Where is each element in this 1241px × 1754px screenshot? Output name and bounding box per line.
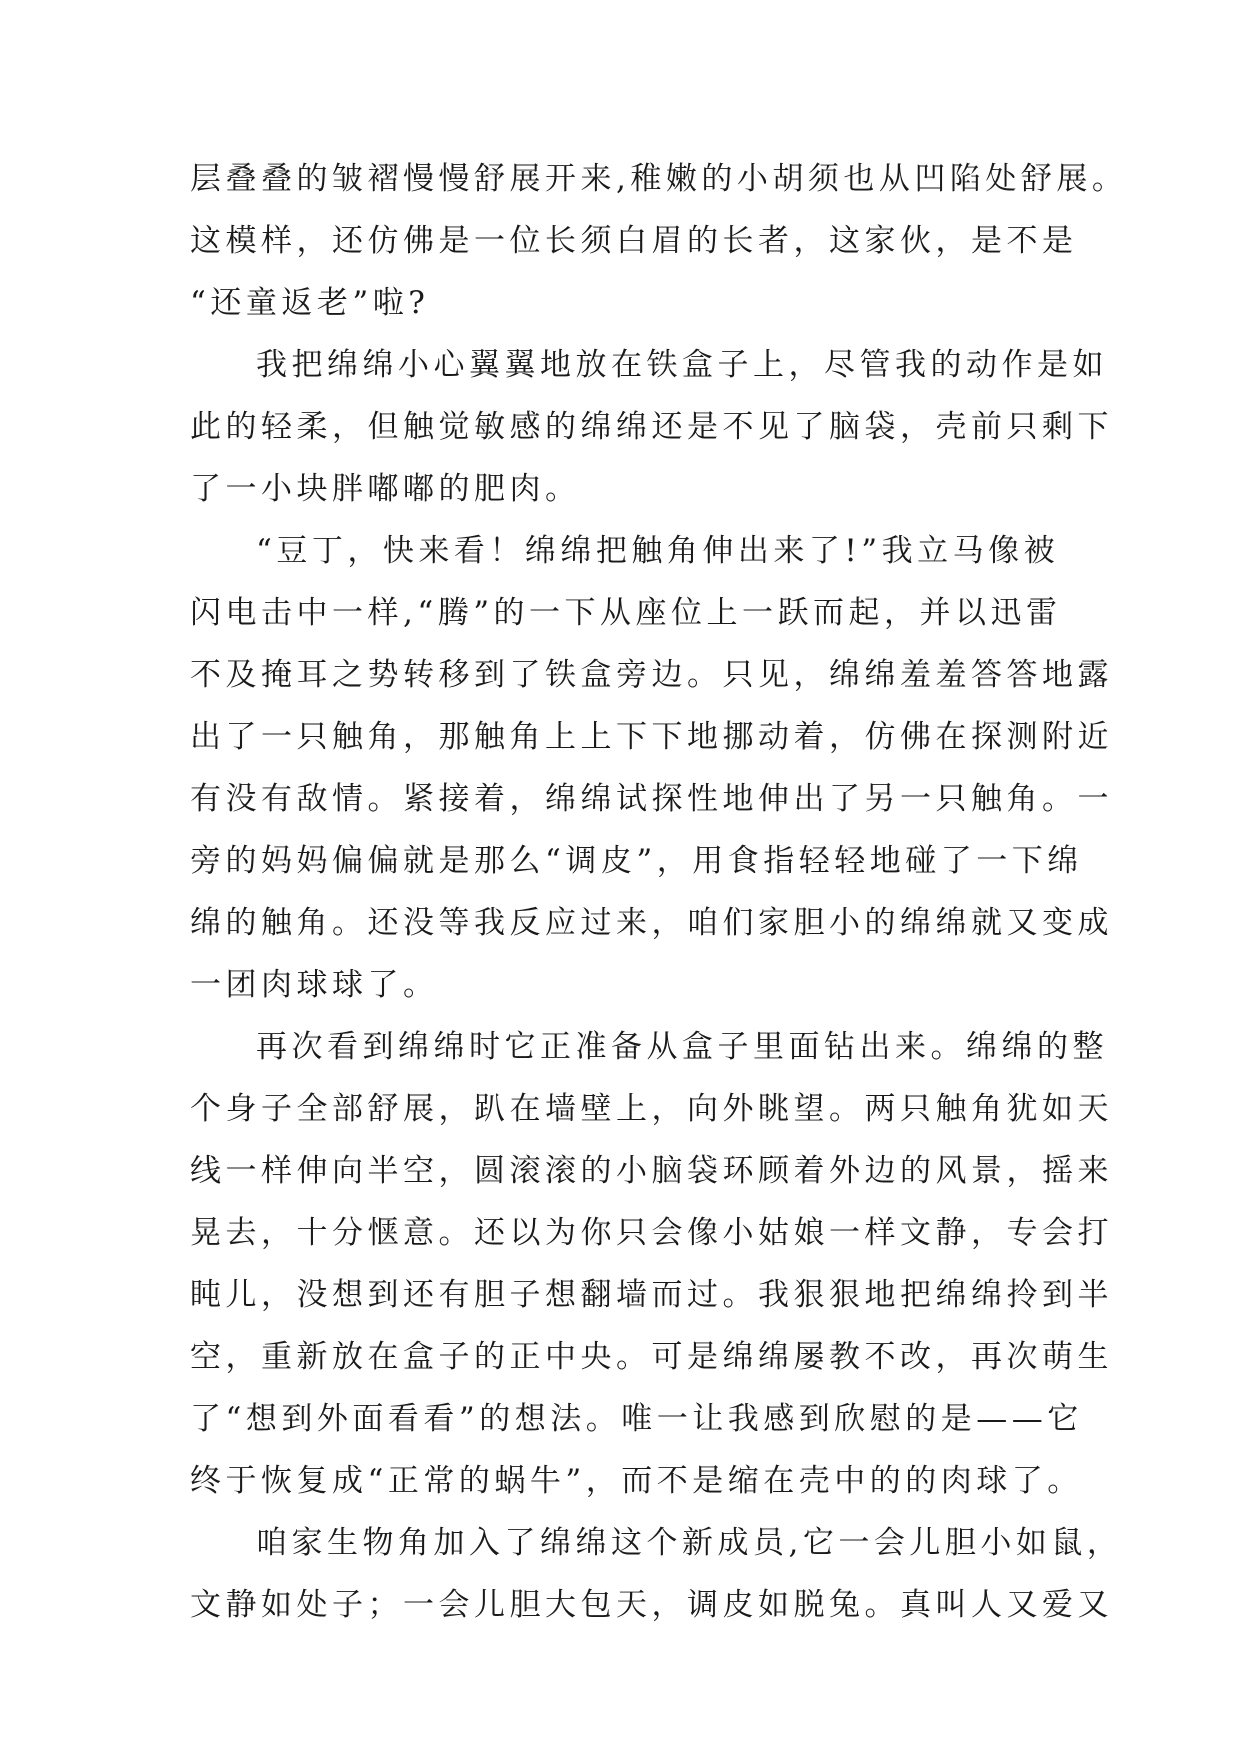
text-line: 文静如处子；一会儿胆大包天，调皮如脱兔。真叫人又爱又 <box>190 1587 1113 1623</box>
text-line: 个身子全部舒展，趴在墙壁上，向外眺望。两只触角犹如天 <box>190 1091 1113 1127</box>
text-line: 不及掩耳之势转移到了铁盒旁边。只见，绵绵羞羞答答地露 <box>190 657 1113 693</box>
text-line: 了“想到外面看看”的想法。唯一让我感到欣慰的是——它 <box>190 1401 1083 1437</box>
text-line: 绵的触角。还没等我反应过来，咱们家胆小的绵绵就又变成 <box>190 905 1113 941</box>
text-line: 盹儿，没想到还有胆子想翻墙而过。我狠狠地把绵绵拎到半 <box>190 1277 1113 1313</box>
text-line: 这模样，还仿佛是一位长须白眉的长者，这家伙，是不是 <box>190 223 1078 259</box>
text-line: 此的轻柔，但触觉敏感的绵绵还是不见了脑袋，壳前只剩下 <box>190 409 1113 445</box>
text-line: 旁的妈妈偏偏就是那么“调皮”，用食指轻轻地碰了一下绵 <box>190 843 1083 879</box>
text-line: 一团肉球球了。 <box>190 967 439 1003</box>
text-line: 空，重新放在盒子的正中央。可是绵绵屡教不改，再次萌生 <box>190 1339 1113 1375</box>
text-line: “还童返老”啦? <box>190 285 430 321</box>
paragraph-first-line: 咱家生物角加入了绵绵这个新成员,它一会儿胆小如鼠， <box>256 1525 1123 1561</box>
text-line: 晃去，十分惬意。还以为你只会像小姑娘一样文静，专会打 <box>190 1215 1113 1251</box>
text-line: 层叠叠的皱褶慢慢舒展开来,稚嫩的小胡须也从凹陷处舒展。 <box>190 161 1128 197</box>
text-line: 终于恢复成“正常的蜗牛”，而不是缩在壳中的的肉球了。 <box>190 1463 1083 1499</box>
paragraph-first-line: 再次看到绵绵时它正准备从盒子里面钻出来。绵绵的整 <box>256 1029 1108 1065</box>
text-line: 线一样伸向半空，圆滚滚的小脑袋环顾着外边的风景，摇来 <box>190 1153 1113 1189</box>
text-line: 出了一只触角，那触角上上下下地挪动着，仿佛在探测附近 <box>190 719 1113 755</box>
paragraph-first-line: 我把绵绵小心翼翼地放在铁盒子上，尽管我的动作是如 <box>256 347 1108 383</box>
text-line: 有没有敌情。紧接着，绵绵试探性地伸出了另一只触角。一 <box>190 781 1113 817</box>
text-line: 闪电击中一样,“腾”的一下从座位上一跃而起，并以迅雷 <box>190 595 1062 631</box>
paragraph-first-line: “豆丁，快来看！绵绵把触角伸出来了!”我立马像被 <box>256 533 1060 569</box>
text-line: 了一小块胖嘟嘟的肥肉。 <box>190 471 581 507</box>
body-text <box>190 148 1128 1636</box>
